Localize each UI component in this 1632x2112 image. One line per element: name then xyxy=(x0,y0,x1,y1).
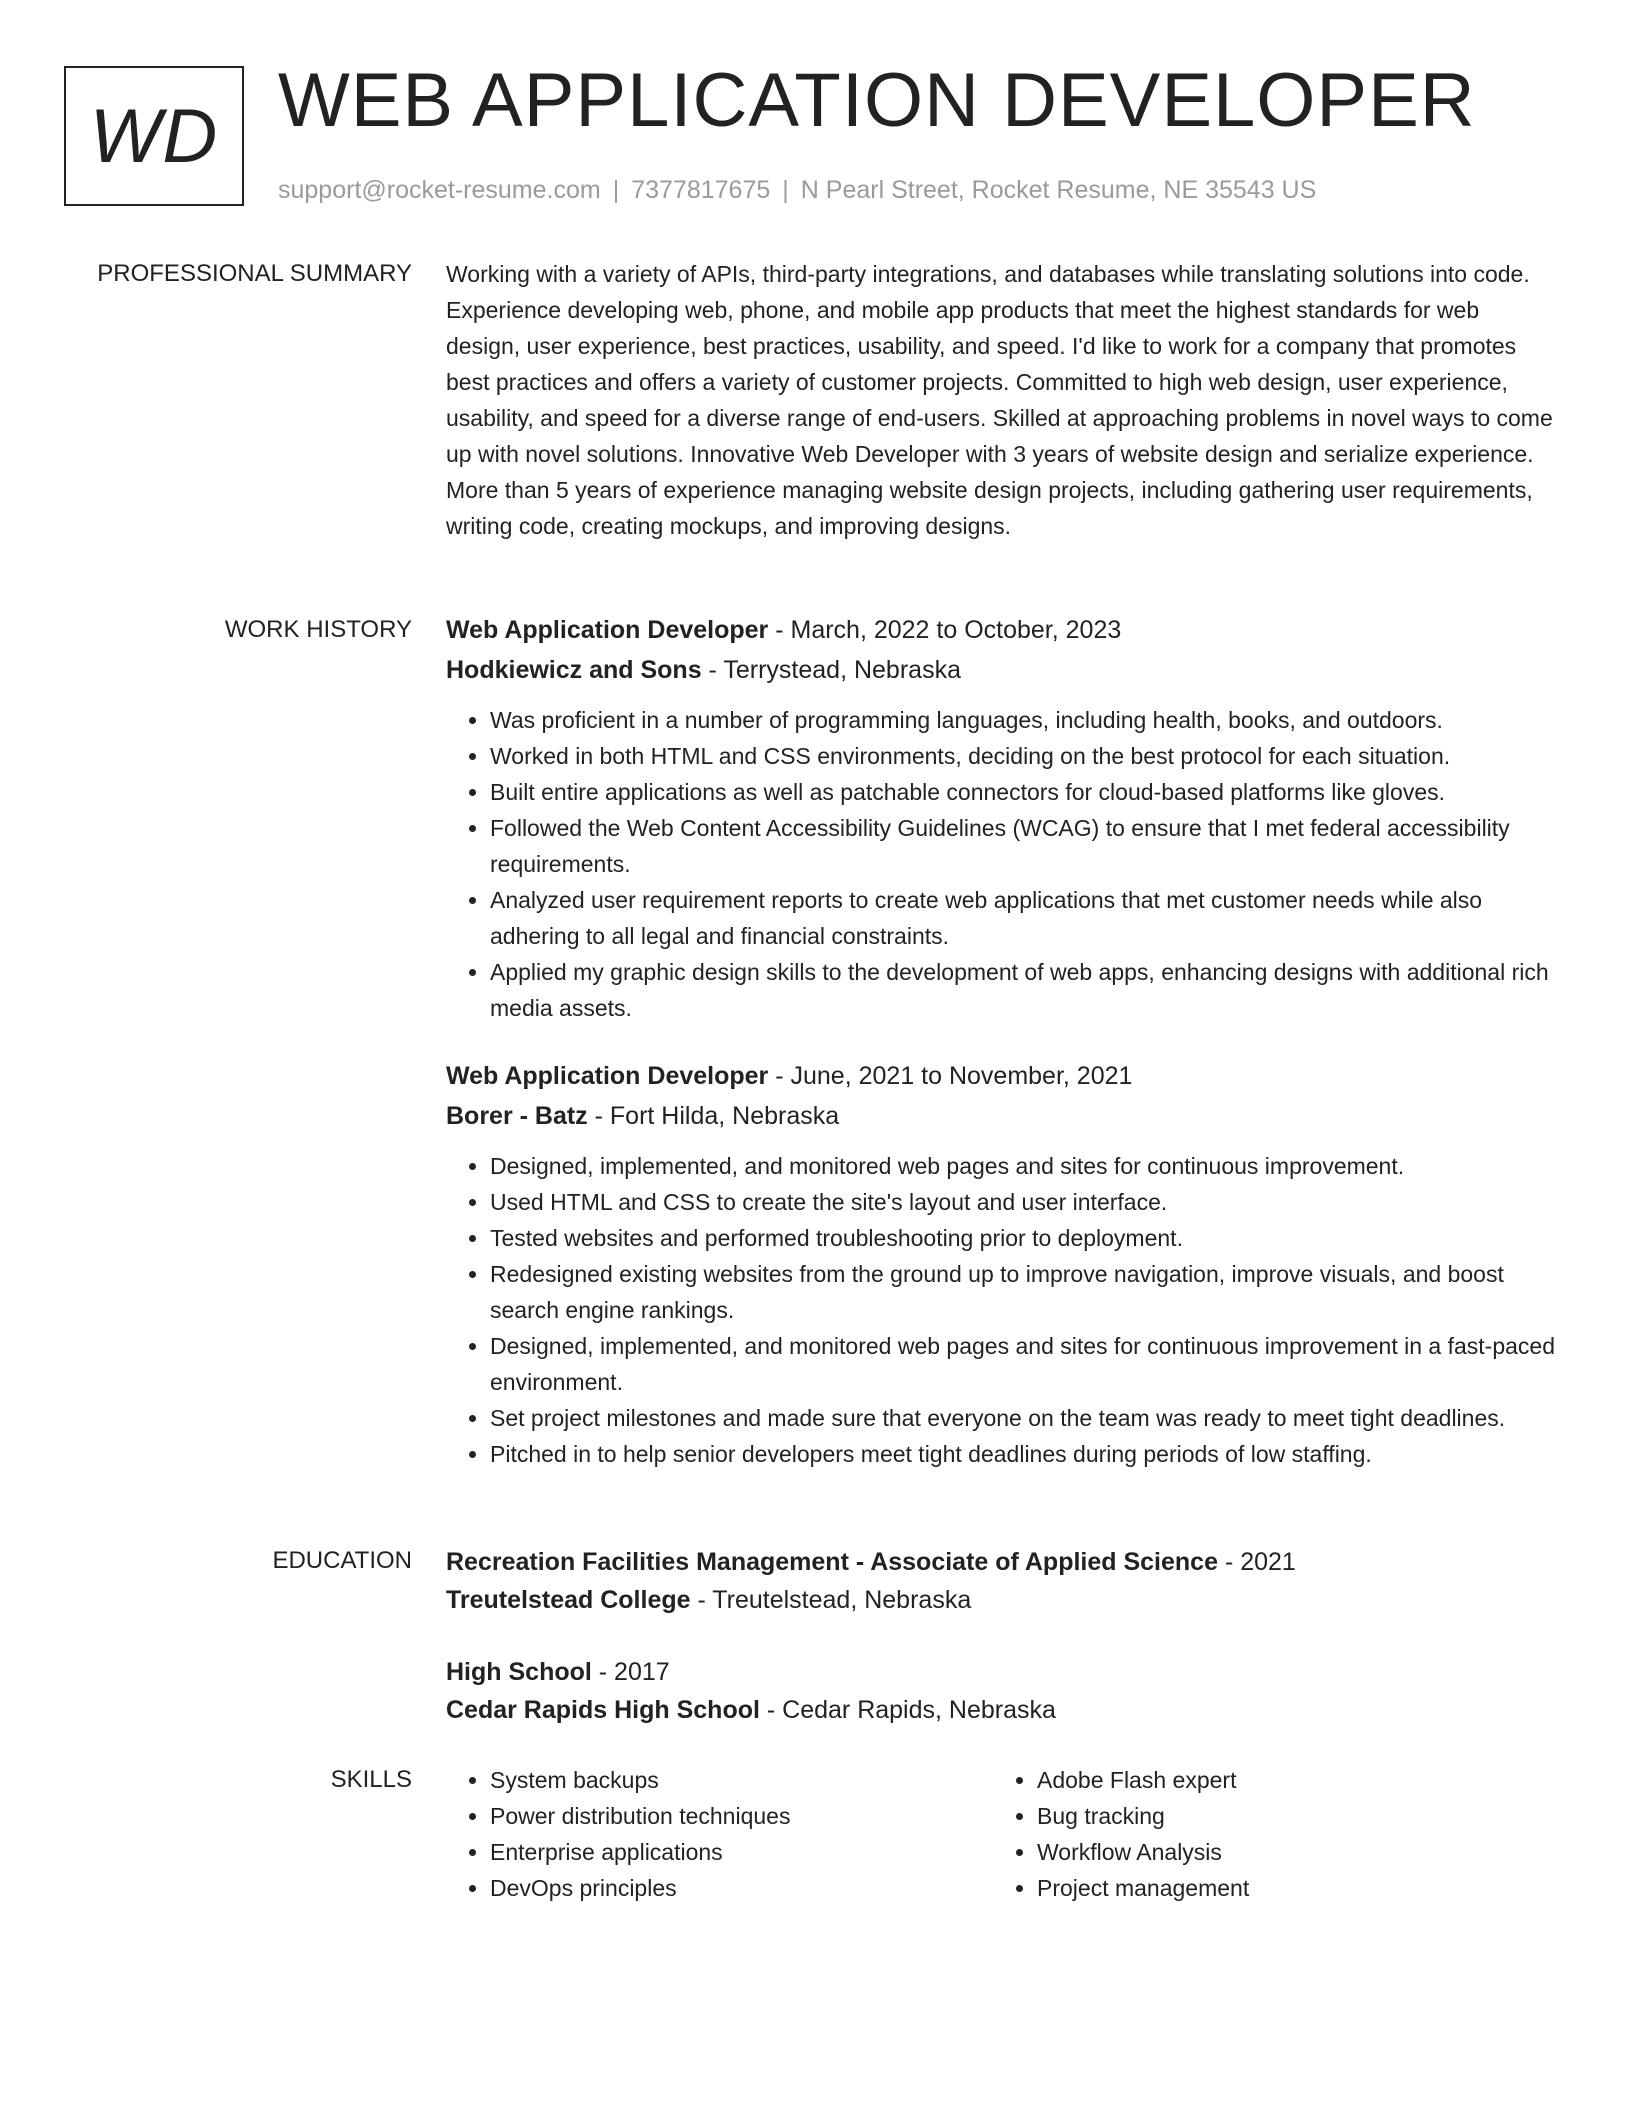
list-item: • Applied my graphic design skills to the development of web apps, enhancing designs with additional rich media assets. xyxy=(490,954,1556,1026)
list-item: • DevOps principles xyxy=(490,1870,993,1906)
job-role: Web Application Developer xyxy=(446,1062,769,1090)
education-body xyxy=(446,1543,1556,1729)
list-item: • Redesigned existing websites from the ground up to improve navigation, improve visuals, and boost search engine rankings. xyxy=(490,1256,1556,1328)
job-company-line xyxy=(446,650,1556,690)
job-dates: - March, 2022 to October, 2023 xyxy=(768,616,1122,644)
education-degree: High School xyxy=(446,1658,592,1686)
education-school: Cedar Rapids High School xyxy=(446,1696,760,1724)
list-item: • Workflow Analysis xyxy=(1037,1834,1540,1870)
education-year: - 2017 xyxy=(591,1658,670,1686)
list-item: • Adobe Flash expert xyxy=(1037,1762,1540,1798)
skills-columns xyxy=(446,1762,1556,1906)
job-entry xyxy=(446,610,1556,1026)
contact-phone: 7377817675 xyxy=(631,176,771,204)
contact-address: N Pearl Street, Rocket Resume, NE 35543 US xyxy=(800,176,1317,204)
contact-separator: | xyxy=(782,176,789,204)
education-year: - 2021 xyxy=(1218,1548,1296,1576)
work-body xyxy=(446,610,1556,1472)
list-item: • Analyzed user requirement reports to create web applications that met customer needs while also adhering to all legal and financial constraints. xyxy=(490,882,1556,954)
summary-body xyxy=(446,256,1556,544)
list-item: • Was proficient in a number of programming languages, including health, books, and outdoors. xyxy=(490,702,1556,738)
education-location: - Cedar Rapids, Nebraska xyxy=(759,1696,1056,1724)
education-entry xyxy=(446,1653,1556,1729)
education-degree: Recreation Facilities Management - Associate of Applied Science xyxy=(446,1548,1218,1576)
list-item: • Built entire applications as well as patchable connectors for cloud-based platforms like gloves. xyxy=(490,774,1556,810)
list-item: • Set project milestones and made sure that everyone on the team was ready to meet tight deadlines. xyxy=(490,1400,1556,1436)
contact-line xyxy=(278,174,1316,206)
contact-email: support@rocket-resume.com xyxy=(278,176,601,204)
list-item: • Designed, implemented, and monitored web pages and sites for continuous improvement in a fast-paced environment. xyxy=(490,1328,1556,1400)
education-school-line xyxy=(446,1581,1556,1619)
education-school: Treutelstead College xyxy=(446,1586,691,1614)
list-item: • Power distribution techniques xyxy=(490,1798,993,1834)
list-item: • Used HTML and CSS to create the site's layout and user interface. xyxy=(490,1184,1556,1220)
contact-separator: | xyxy=(612,176,620,204)
job-entry xyxy=(446,1056,1556,1472)
education-school-line xyxy=(446,1691,1556,1729)
job-dates: - June, 2021 to November, 2021 xyxy=(768,1062,1133,1090)
section-title-education: EDUCATION xyxy=(272,1547,412,1574)
skills-list-left xyxy=(446,1762,993,1906)
list-item: • Followed the Web Content Accessibility Guidelines (WCAG) to ensure that I met federal accessibility requirements. xyxy=(490,810,1556,882)
job-location: - Terrystead, Nebraska xyxy=(701,656,961,684)
list-item: • Worked in both HTML and CSS environments, deciding on the best protocol for each situation. xyxy=(490,738,1556,774)
job-company: Borer - Batz xyxy=(446,1102,588,1130)
job-location: - Fort Hilda, Nebraska xyxy=(587,1102,840,1130)
job-role-line xyxy=(446,610,1556,650)
job-bullets xyxy=(446,1148,1556,1472)
education-entry xyxy=(446,1543,1556,1619)
list-item: • Project management xyxy=(1037,1870,1540,1906)
job-company-line xyxy=(446,1096,1556,1136)
education-location: - Treutelstead, Nebraska xyxy=(690,1586,972,1614)
list-item: • Bug tracking xyxy=(1037,1798,1540,1834)
job-role-line xyxy=(446,1056,1556,1096)
job-company: Hodkiewicz and Sons xyxy=(446,656,702,684)
skills-body xyxy=(446,1762,1556,1906)
monogram-logo: WD xyxy=(64,66,244,206)
resume-title: WEB APPLICATION DEVELOPER xyxy=(278,58,1476,143)
list-item: • System backups xyxy=(490,1762,993,1798)
section-title-summary: PROFESSIONAL SUMMARY xyxy=(97,260,412,287)
job-bullets xyxy=(446,702,1556,1026)
list-item: • Enterprise applications xyxy=(490,1834,993,1870)
skills-list-right xyxy=(993,1762,1540,1906)
education-degree-line xyxy=(446,1543,1556,1581)
section-title-skills: SKILLS xyxy=(330,1766,412,1793)
section-title-work: WORK HISTORY xyxy=(224,616,412,643)
list-item: • Pitched in to help senior developers meet tight deadlines during periods of low staffing. xyxy=(490,1436,1556,1472)
list-item: • Designed, implemented, and monitored web pages and sites for continuous improvement. xyxy=(490,1148,1556,1184)
education-degree-line xyxy=(446,1653,1556,1691)
job-role: Web Application Developer xyxy=(446,616,769,644)
list-item: • Tested websites and performed troubleshooting prior to deployment. xyxy=(490,1220,1556,1256)
summary-text: Working with a variety of APIs, third-party integrations, and databases while translating solutions into code. Experience developing web, phone, and mobile app products that meet the highest standards for web design, user experience, best practices, usability, and speed. I'd like to work for a company that promotes best practices and offers a variety of customer projects. Committed to high web design, user experience, usability, and speed for a diverse range of end-users. Skilled at approaching problems in novel ways to come up with novel solutions. Innovative Web Developer with 3 years of website design and serialize experience. More than 5 years of experience managing website design projects, including gathering user requirements, writing code, creating mockups, and improving designs. xyxy=(446,261,1553,539)
